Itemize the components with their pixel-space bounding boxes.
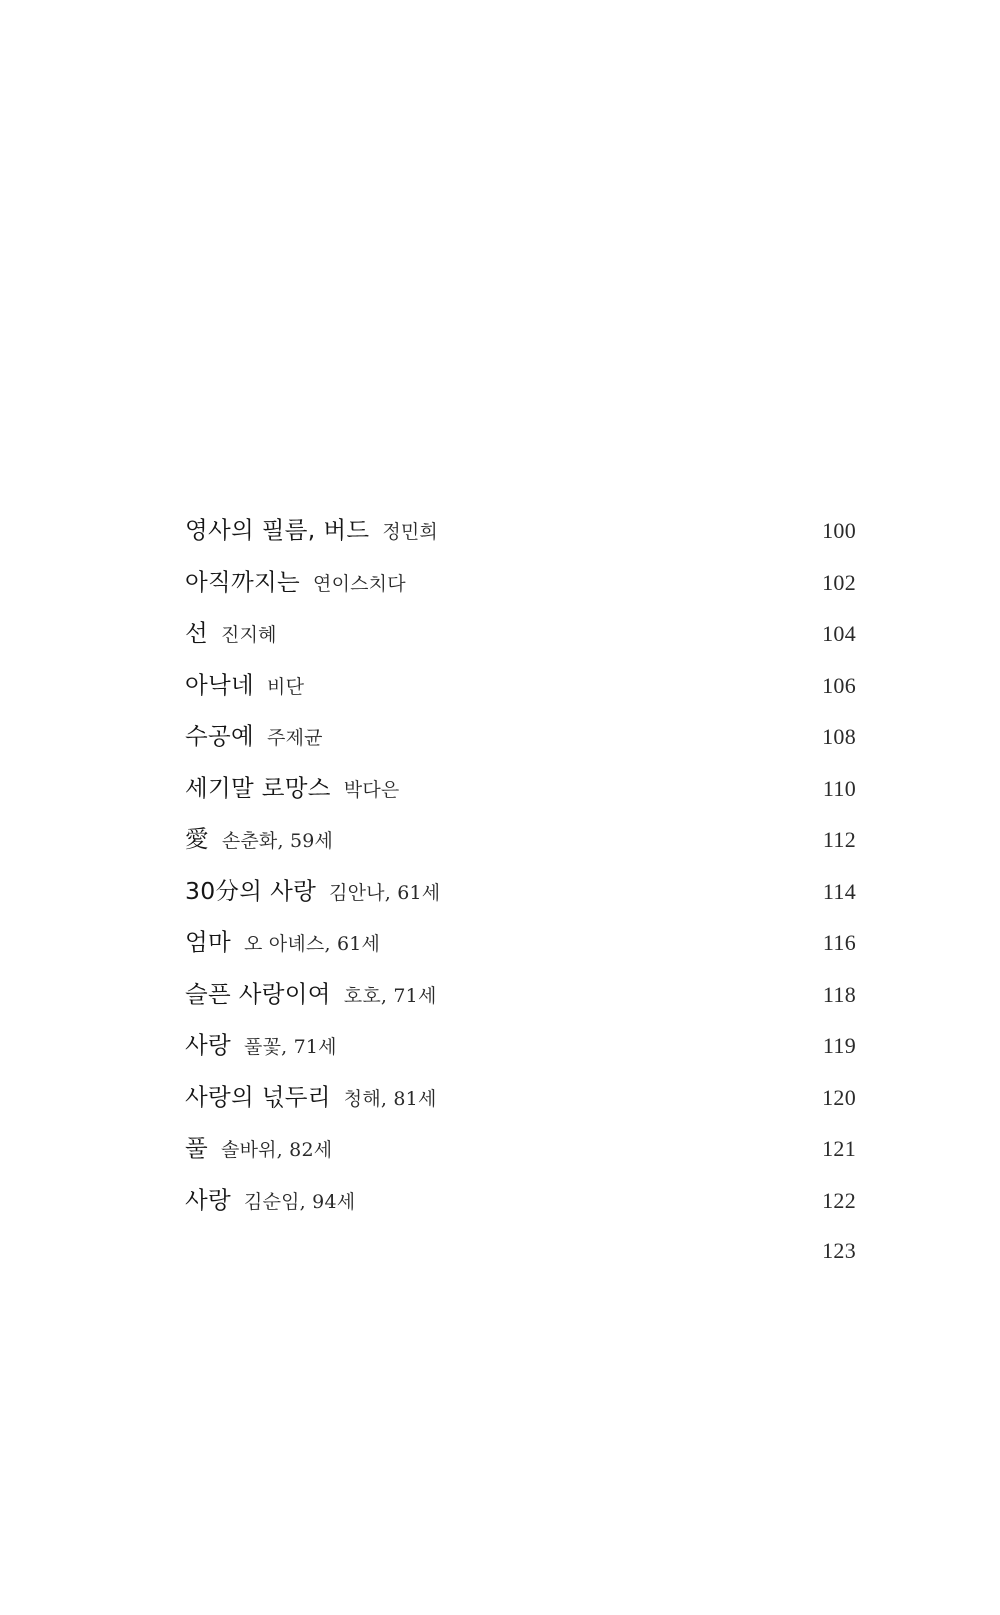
toc-entry[interactable] [185,721,856,773]
entry-author: 오 아녜스, 61세 [244,933,381,955]
entry-page-number: 119 [822,1033,856,1058]
entry-author: 박다은 [343,778,400,801]
entry-title: 30分의 사랑 [185,876,317,905]
entry-page-number: 122 [822,1187,856,1213]
entry-author: 김안나, 61세 [329,881,441,904]
entry-title: 선 [185,619,209,647]
entry-page-number: 112 [822,827,856,852]
toc-entry[interactable] [185,1082,856,1134]
entry-title: 슬픈 사랑이여 [185,979,331,1008]
entry-author: 연이스치다 [313,572,406,595]
entry-title: 아직까지는 [185,567,301,596]
entry-author: 청해, 81세 [343,1087,437,1110]
toc-entry[interactable] [185,927,856,979]
entry-page-number: 118 [822,981,856,1007]
table-of-contents [185,515,856,1288]
entry-title: 수공예 [185,722,255,750]
entry-page-number: 102 [822,569,856,595]
entry-author: 김순임, 94세 [244,1190,356,1213]
entry-author: 호호, 71세 [343,984,437,1007]
toc-entry[interactable] [185,1185,856,1237]
entry-page-number: 104 [822,621,856,646]
toc-entry[interactable] [185,979,856,1031]
entry-page-number: 110 [822,775,856,801]
entry-author: 주제균 [267,727,323,749]
toc-entry[interactable] [185,1030,856,1082]
entry-title: 풀 [185,1134,209,1162]
entry-page-number: 120 [822,1084,856,1110]
entry-title: 사랑 [185,1185,232,1214]
entry-title: 엄마 [185,928,232,956]
toc-entry[interactable] [185,773,856,825]
entry-title: 사랑의 넋두리 [185,1082,331,1111]
toc-entry[interactable] [185,618,856,670]
toc-entry[interactable] [185,824,856,876]
entry-author: 정민희 [382,521,438,543]
entry-page-number: 106 [822,672,856,698]
entry-author: 솔바위, 82세 [221,1139,333,1161]
entry-page-number: 116 [822,930,856,955]
entry-title: 愛 [185,825,209,853]
entry-author: 진지혜 [221,624,277,646]
toc-entry[interactable] [185,567,856,619]
entry-page-number: 100 [822,518,856,543]
entry-title: 사랑 [185,1031,232,1059]
entry-title: 영사의 필름, 버드 [185,516,370,544]
entry-title: 아낙네 [185,670,255,699]
entry-author: 비단 [267,675,305,698]
entry-title: 세기말 로망스 [185,773,331,802]
entry-page-number: 114 [822,878,856,904]
entry-page-number: 108 [822,724,856,749]
entry-page-number: 123 [822,1238,856,1263]
toc-entry[interactable] [185,1133,856,1185]
toc-entry[interactable] [185,876,856,928]
entry-author: 풀꽃, 71세 [244,1036,337,1058]
toc-entry[interactable] [185,670,856,722]
entry-author: 손춘화, 59세 [221,830,334,852]
entry-page-number: 121 [822,1136,856,1161]
toc-entry[interactable] [185,515,856,567]
toc-entry[interactable] [185,1236,856,1288]
